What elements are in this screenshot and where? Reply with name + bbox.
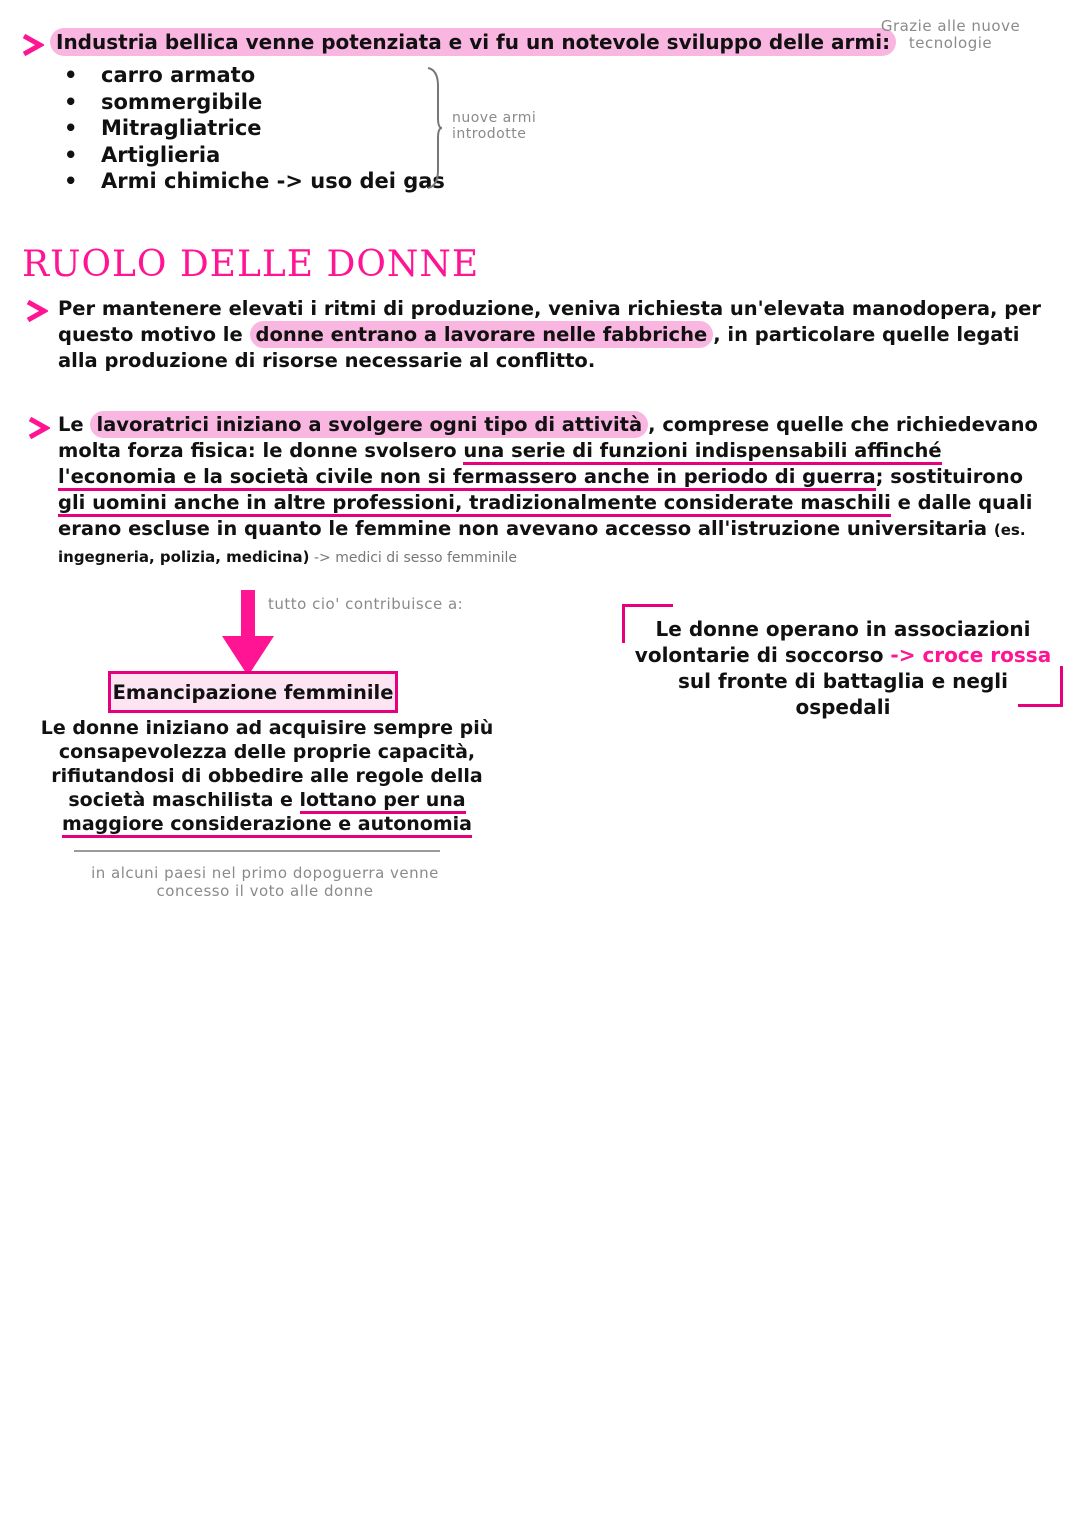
women-factories-paragraph: Per mantenere elevati i ritmi di produzione, veniva richiesta un'elevata manodopera, per questo motivo le donne entrano a lavorare nelle fabbriche , in particolare quelle legati alla produzione di risorse necessarie al conflitto.: [58, 297, 1041, 372]
weapons-intro-highlight: Industria bellica venne potenziata e vi fu un notevole sviluppo delle armi:: [50, 28, 896, 56]
emancipation-box: [108, 671, 398, 713]
list-item: • Artiglieria: [64, 142, 445, 169]
chevron-right-icon: [20, 33, 44, 57]
new-weapons-note: nuove armi introdotte: [452, 110, 537, 142]
vote-note: in alcuni paesi nel primo dopoguerra venne concesso il voto alle donne: [91, 864, 439, 900]
divider: [74, 850, 440, 852]
professions-underline: gli uomini anche in altre professioni, tradizionalmente considerate maschili: [58, 491, 891, 517]
activities-highlight: lavoratrici iniziano a svolgere ogni tipo di attività: [90, 411, 648, 438]
chevron-right-icon: [24, 299, 48, 323]
functions-underline: una serie di funzioni indispensabili affinché l'economia e la società civile non si fermassero anche in periodo di guerra: [58, 439, 942, 491]
list-item: • Mitragliatrice: [64, 115, 445, 142]
chevron-right-icon: [26, 416, 50, 440]
emancipation-text: Le donne iniziano ad acquisire sempre più consapevolezza delle proprie capacità, rifiutandosi di obbedire alle regole della società maschilista e lottano per una maggiore considerazione e autonomia: [22, 716, 512, 836]
curly-brace-icon: [424, 66, 444, 190]
red-cross-text: Le donne operano in associazioni volontarie di soccorso -> croce rossa sul fronte di battaglia e negli ospedali: [634, 617, 1052, 719]
weapons-list: [64, 62, 445, 195]
contribution-note: tutto cio' contribuisce a:: [268, 595, 464, 613]
technology-side-note: Grazie alle nuove tecnologie: [880, 17, 1021, 52]
list-item: • Armi chimiche -> uso dei gas: [64, 168, 445, 195]
arrow-down-icon: [222, 590, 274, 676]
weapons-intro-line: [50, 30, 896, 54]
emancipation-label: Emancipazione femminile: [112, 680, 394, 704]
section-title: RUOLO DELLE DONNE: [22, 244, 480, 285]
red-cross-label: -> croce rossa: [890, 643, 1052, 667]
women-activities-paragraph: Le lavoratrici iniziano a svolgere ogni tipo di attività , comprese quelle che richiedevano molta forza fisica: le donne svolsero una serie di funzioni indispensabili affinché l'economia e la società civile non si fermassero anche in periodo di guerra; sostituirono gli uomini anche in altre professioni, tradizionalmente considerate maschili e dalle quali erano escluse in quanto le femmine non avevano accesso all'istruzione universitaria (es. ingegneria, polizia, medicina) -> medici di sesso femminile: [58, 413, 1038, 566]
factories-highlight: donne entrano a lavorare nelle fabbriche: [250, 321, 714, 348]
autonomy-underline: lottano per una maggiore considerazione e autonomia: [62, 789, 472, 838]
list-item: • sommergibile: [64, 89, 445, 116]
list-item: • carro armato: [64, 62, 445, 89]
